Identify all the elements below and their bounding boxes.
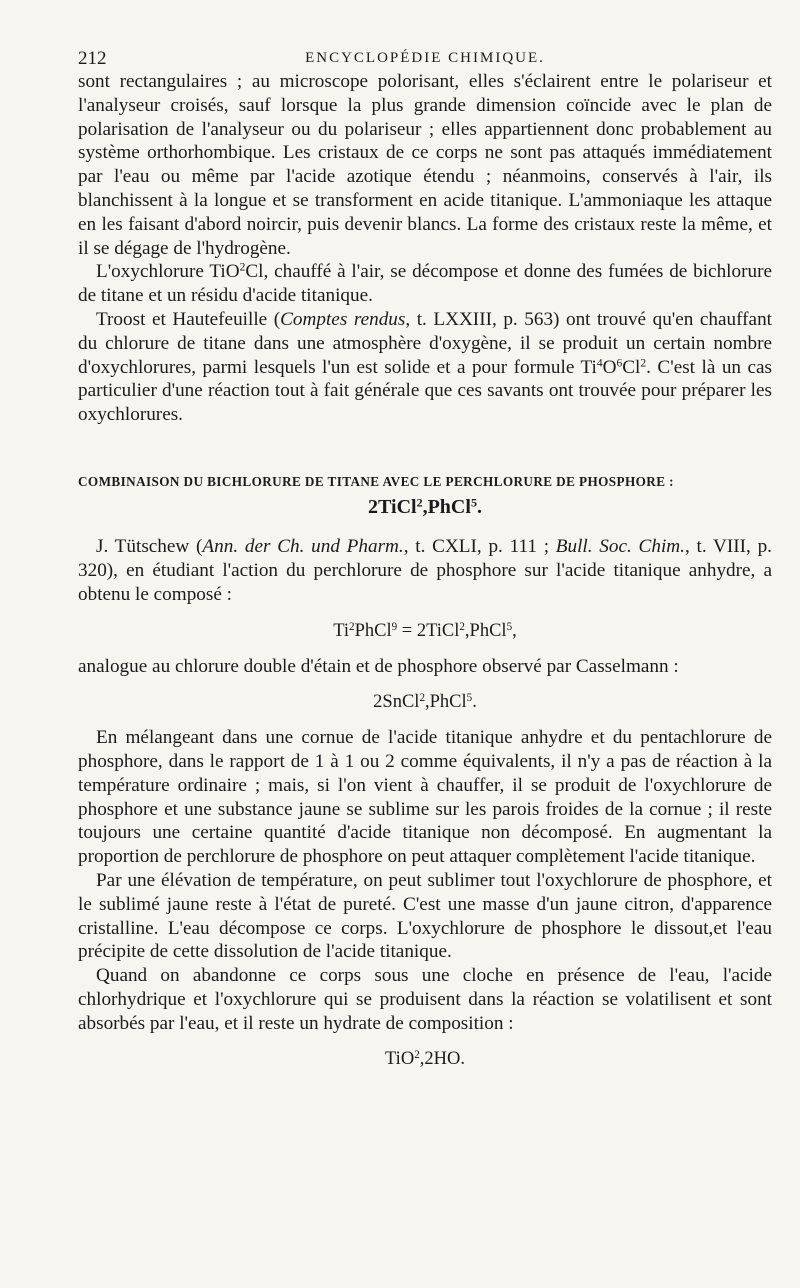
formula-tin-phosphorus: 2SnCl$^2$,PhCl$^5$. [373,692,477,713]
citation-comptes-rendus: Comptes rendus [280,308,406,330]
running-title: ENCYCLOPÉDIE CHIMIQUE. [305,50,545,66]
citation-bulletin: Bull. Soc. Chim. [555,535,685,557]
paragraph-cloche: Quand on abandonne ce corps sous une cloche en présence de l'eau, l'acide chlorhydrique et l'oxychlorure qui se produisent dans la réaction se volatilisent et sont absorbés par l'eau, et il reste un hydrate de composition : [78,965,772,1034]
paragraph-oxychloride: L'oxychlorure TiO$^2$Cl, chauffé à l'air, se décompose et donne des fumées de bichlorure de titane et un résidu d'acide titanique. [78,261,772,307]
page-header [78,40,772,70]
section-heading: COMBINAISON DU BICHLORURE DE TITANE AVEC LE PERCHLORURE DE PHOSPHORE : [78,473,674,489]
formula-titanium-phosphorus: $Ti^2PhCl^9$ = 2TiCl$^2$,PhCl$^5$, [333,621,517,642]
page-number: 212 [78,48,107,69]
paragraph-tutschew: J. Tütschew (Ann. der Ch. und Pharm., t. CXLI, p. 111 ; Bull. Soc. Chim., t. VIII, p. 320), en étudiant l'action du perchlorure de phosphore sur l'acide titanique anhydre, a obtenu le composé : [78,535,772,605]
section-formula: 2TiCl$^2$,PhCl$^5$. [368,495,482,518]
document-page [78,40,772,1071]
formula-hydrate: TiO$^2$,2HO. [385,1048,465,1069]
paragraph-melange: En mélangeant dans une cornue de l'acide titanique anhydre et du pentachlorure de phosphore, dans le rapport de 1 à 1 ou 2 comme équivalents, il n'y a pas de réaction à la température ordinaire ; mais, si l'on vient à chauffer, il se produit de l'oxychlorure de phosphore et une substance jaune se sublime sur les parois froides de la cornue ; il reste toujours une certaine quantité d'acide titanique non décomposé. En augmentant la proportion de perchlorure de phosphore on peut attaquer complètement l'acide titanique. [78,727,772,868]
paragraph-crystals: sont rectangulaires ; au microscope polorisant, elles s'éclairent entre le polariseur et l'analyseur croisés, sauf lorsque la plus grande dimension coïncide avec le plan de polarisation de l'analyseur ou du polariseur ; elles appartiennent donc probablement au système orthorhombique. Les cristaux de ce corps ne sont pas attaqués immédiatement par l'eau ou même par l'acide azotique étendu ; néanmoins, conservés à l'air, ils blanchissent à la longue et se transforment en acide titanique. L'ammoniaque les attaque en les faisant d'abord noircir, puis devenir blancs. La forme des cristaux reste la même, et il se dégage de l'hydrogène. [78,71,772,259]
citation-annalen: Ann. der Ch. und Pharm. [202,535,404,557]
paragraph-elevation: Par une élévation de température, on peut sublimer tout l'oxychlorure de phosphore, et le sublimé jaune reste à l'état de pureté. C'est une masse d'un jaune citron, d'apparence cristalline. L'eau décompose ce corps. L'oxychlorure de phosphore le dissout,et l'eau précipite de cette dissolution de l'acide titanique. [78,869,772,963]
paragraph-analogue: analogue au chlorure double d'étain et de phosphore observé par Casselmann : [78,656,679,678]
paragraph-troost-hautefeuille: Troost et Hautefeuille (Comptes rendus, t. LXXIII, p. 563) ont trouvé qu'en chauffant du chlorure de titane dans une atmosphère d'oxygène, il se produit un certain nombre d'oxychlorures, parmi lesquels l'un est solide et a pour formule $Ti^4O^6Cl^2$. C'est là un cas particulier d'une réaction tout à fait générale que ces savants ont trouvée pour préparer les oxychlorures. [78,308,772,426]
